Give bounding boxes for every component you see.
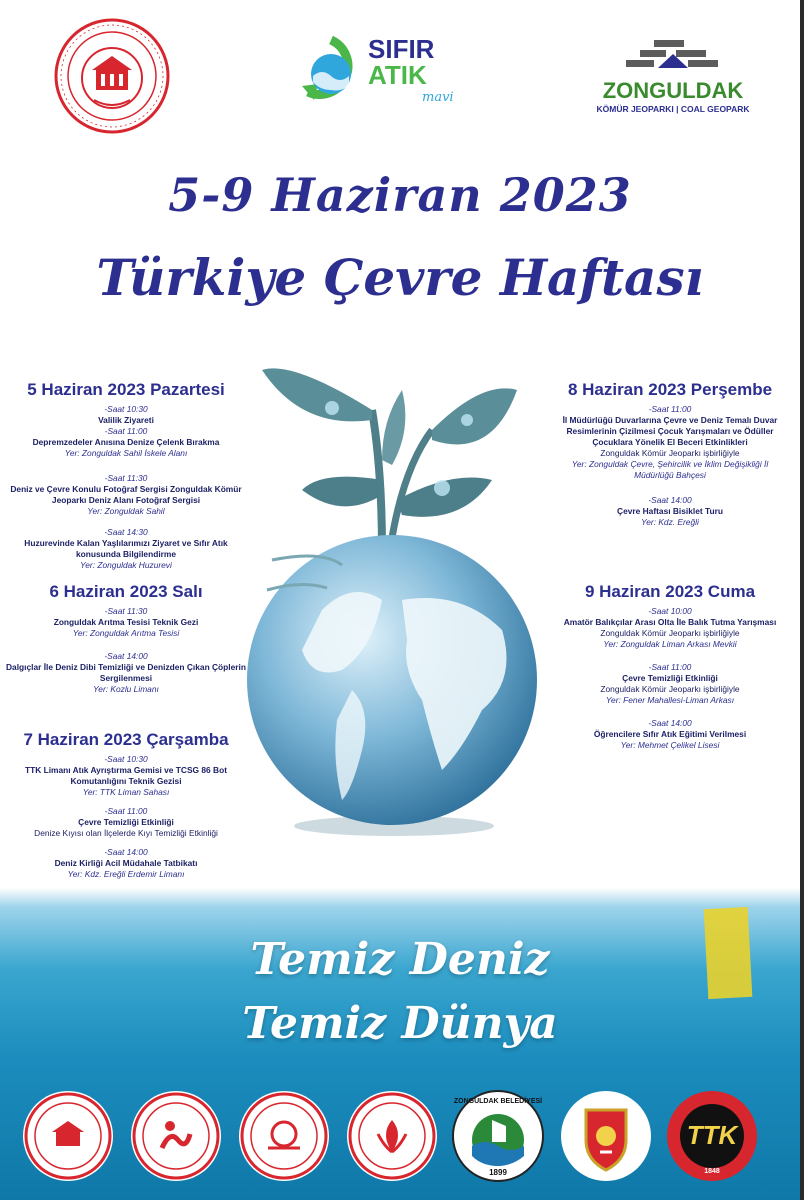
event-note: Zonguldak Kömür Jeoparkı işbirliğiyle xyxy=(600,448,740,458)
event-place: Yer: TTK Liman Sahası xyxy=(82,787,170,797)
event-place: Yer: Zonguldak Sahil xyxy=(87,506,165,516)
title-dates: 5-9 Haziran 2023 xyxy=(168,168,632,222)
event-title: Dalgıçlar İle Deniz Dibi Temizliği ve Denizden Çıkan Çöplerin Sergilenmesi xyxy=(6,662,246,683)
event-item xyxy=(6,473,246,517)
geopark-sub-text: KÖMÜR JEOPARKI | COAL GEOPARK xyxy=(596,104,750,114)
event-title: Zonguldak Arıtma Tesisi Teknik Gezi xyxy=(53,617,199,627)
event-item xyxy=(6,806,246,839)
zonguldak-geopark-logo xyxy=(588,38,758,118)
ministry-environment-seal-icon xyxy=(22,1090,114,1182)
event-title: Çevre Temizliği Etkinliği xyxy=(622,673,718,683)
event-time: -Saat 10:30 xyxy=(104,404,148,414)
event-place: Yer: Kdz. Ereğli xyxy=(641,517,699,527)
slogan-line-2: Temiz Dünya xyxy=(242,998,558,1049)
event-place: Yer: Mehmet Çelikel Lisesi xyxy=(620,740,720,750)
day-heading: 5 Haziran 2023 Pazartesi xyxy=(27,380,225,399)
event-place: Yer: Kdz. Ereğli Erdemir Limanı xyxy=(67,869,185,879)
ministry-education-seal-icon xyxy=(238,1090,330,1182)
atik-text: ATIK xyxy=(368,60,427,90)
municipality-name: ZONGULDAK BELEDİYESİ xyxy=(453,1098,543,1105)
event-place: Yer: Kozlu Limanı xyxy=(93,684,159,694)
recycle-wave-icon xyxy=(296,34,366,114)
event-time: -Saat 14:00 xyxy=(104,651,148,661)
event-title: Depremzedeler Anısına Denize Çelenk Bırakma xyxy=(32,437,220,447)
event-item xyxy=(552,662,788,706)
day-heading: 8 Haziran 2023 Perşembe xyxy=(567,380,773,399)
event-place: Yer: Fener Mahallesi-Liman Arkası xyxy=(605,695,735,705)
event-place: Yer: Zonguldak Huzurevi xyxy=(80,560,172,570)
day-heading: 7 Haziran 2023 Çarşamba xyxy=(23,730,229,749)
ttk-year: 1848 xyxy=(704,1168,720,1175)
geopark-blocks-icon xyxy=(618,38,728,76)
event-title: Deniz ve Çevre Konulu Fotoğraf Sergisi Zonguldak Kömür Jeoparkı Deniz Alanı Fotoğraf Sergisi xyxy=(10,484,242,505)
coast-guard-seal-icon xyxy=(560,1090,652,1182)
event-item xyxy=(552,404,788,481)
event-item xyxy=(6,426,246,459)
event-note: Denize Kıyısı olan İlçelerde Kıyı Temizliği Etkinliği xyxy=(34,828,218,838)
zonguldak-municipality-seal xyxy=(452,1090,544,1182)
ministry-youth-sports-seal-icon xyxy=(130,1090,222,1182)
earth-sprout-illustration xyxy=(232,350,552,840)
event-time: -Saat 11:00 xyxy=(104,806,148,816)
event-item xyxy=(6,847,246,880)
ministry-family-seal-icon xyxy=(346,1090,438,1182)
municipality-year: 1899 xyxy=(489,1168,507,1177)
event-item xyxy=(6,606,246,639)
zonguldak-text: ZONGULDAK xyxy=(602,78,744,103)
event-title: Valilik Ziyareti xyxy=(98,415,154,425)
event-time: -Saat 10:30 xyxy=(104,754,148,764)
sifir-atik-logo xyxy=(296,32,476,122)
event-time: -Saat 14:30 xyxy=(104,527,148,537)
event-item xyxy=(6,754,246,798)
event-time: -Saat 11:00 xyxy=(648,662,692,672)
sifir-text: SIFIR xyxy=(368,34,435,64)
right-edge-border xyxy=(800,0,804,1200)
event-time: -Saat 10:00 xyxy=(648,606,692,616)
event-item xyxy=(6,527,246,571)
event-title: TTK Limanı Atık Ayrıştırma Gemisi ve TCSG 86 Bot Komutanlığını Teknik Gezisi xyxy=(25,765,227,786)
day-heading: 6 Haziran 2023 Salı xyxy=(49,582,203,601)
event-title: Deniz Kirliği Acil Müdahale Tatbikatı xyxy=(54,858,198,868)
day-8-section xyxy=(552,380,788,536)
event-time: -Saat 14:00 xyxy=(648,718,692,728)
event-title: Öğrencilere Sıfır Atık Eğitimi Verilmesi xyxy=(593,729,747,739)
day-9-section xyxy=(552,582,788,759)
event-note: Zonguldak Kömür Jeoparkı işbirliğiyle xyxy=(600,684,740,694)
mavi-text: mavi xyxy=(422,90,454,105)
event-title: İl Müdürlüğü Duvarlarına Çevre ve Deniz Temalı Duvar Resimlerinin Çizilmesi Çocuk Yarışmaları ve Ödüller Çocuklara Yönelik El Beceri Etkinlikleri xyxy=(562,415,778,447)
slogan-line-1: Temiz Deniz xyxy=(250,934,550,985)
day-5-section xyxy=(6,380,246,579)
event-place: Yer: Zonguldak Sahil İskele Alanı xyxy=(64,448,188,458)
day-6-section xyxy=(6,582,246,703)
event-item xyxy=(552,495,788,528)
day-7-section xyxy=(6,730,246,888)
event-title: Huzurevinde Kalan Yaşlılarımızı Ziyaret ve Sıfır Atık konusunda Bilgilendirme xyxy=(24,538,228,559)
ministry-seal-icon xyxy=(54,18,170,134)
event-time: -Saat 11:00 xyxy=(648,404,692,414)
ttk-seal xyxy=(666,1090,758,1182)
event-title: Çevre Temizliği Etkinliği xyxy=(78,817,174,827)
event-note: Zonguldak Kömür Jeoparkı işbirliğiyle xyxy=(600,628,740,638)
event-place: Yer: Zonguldak Çevre, Şehircilik ve İklim Değişikliği İl Müdürlüğü Bahçesi xyxy=(571,459,769,480)
event-time: -Saat 14:00 xyxy=(648,495,692,505)
ttk-letters: TTK xyxy=(686,1120,738,1150)
event-title: Çevre Haftası Bisiklet Turu xyxy=(617,506,723,516)
title-event: Türkiye Çevre Haftası xyxy=(96,248,704,307)
event-item xyxy=(6,651,246,695)
event-place: Yer: Zonguldak Arıtma Tesisi xyxy=(72,628,180,638)
event-time: -Saat 14:00 xyxy=(104,847,148,857)
event-time: -Saat 11:30 xyxy=(104,473,148,483)
event-item xyxy=(6,404,246,426)
day-heading: 9 Haziran 2023 Cuma xyxy=(584,582,756,601)
event-time: -Saat 11:00 xyxy=(104,426,148,436)
event-time: -Saat 11:30 xyxy=(104,606,148,616)
event-title: Amatör Balıkçılar Arası Olta İle Balık Tutma Yarışması xyxy=(563,617,777,627)
event-item xyxy=(552,606,788,650)
event-item xyxy=(552,718,788,751)
event-place: Yer: Zonguldak Liman Arkası Mevkii xyxy=(603,639,737,649)
